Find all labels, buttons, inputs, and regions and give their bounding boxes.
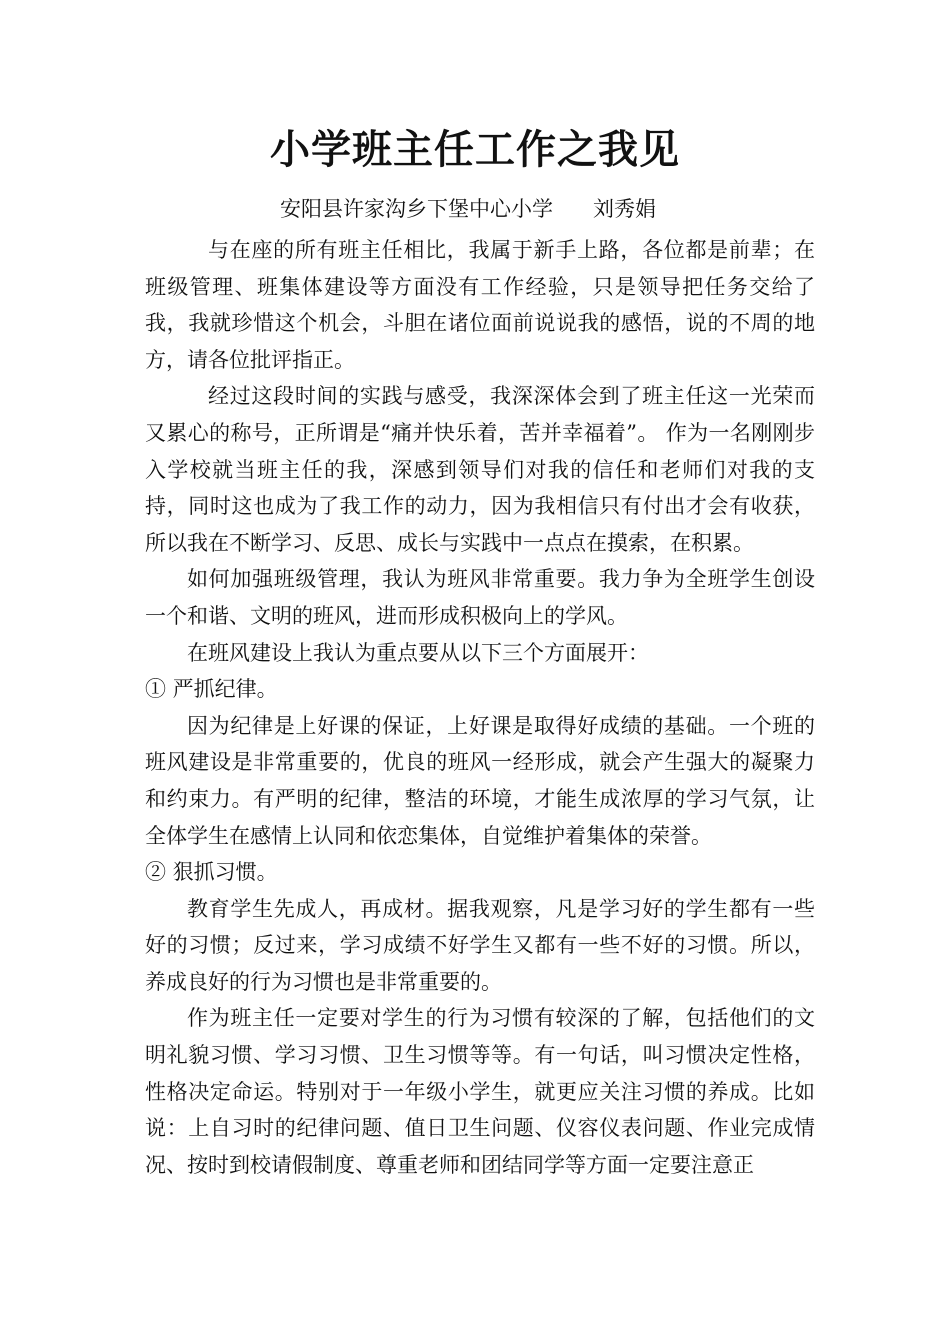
section-heading-discipline: ① 严抓纪律。 — [145, 677, 278, 702]
paragraph-teacher-role: 作为班主任一定要对学生的行为习惯有较深的了解，包括他们的文明礼貌习惯、学习习惯、卫生习惯等等。有一句话，叫习惯决定性格，性格决定命运。特别对于一年级小学生，就更应关注习惯的养成。比如说：上自习时的纪律问题、值日卫生问题、仪容仪表问题、作业完成情况、按时到校请假制度、尊重老师和团结同学等方面一定要注意正 — [145, 1006, 815, 1177]
paragraph-habits: 教育学生先成人，再成材。据我观察，凡是学习好的学生都有一些好的习惯；反过来，学习成绩不好学生又都有一些不好的习惯。所以，养成良好的行为习惯也是非常重要的。 — [145, 896, 815, 994]
paragraph-experience: 经过这段时间的实践与感受，我深深体会到了班主任这一光荣而又累心的称号，正所谓是“痛并快乐着，苦并幸福着”。 作为一名刚刚步入学校就当班主任的我，深感到领导们对我的信任和老师们对我的支持，同时这也成为了我工作的动力，因为我相信只有付出才会有收获，所以我在不断学习、反思、成长与实践中一点点在摸索，在积累。 — [145, 384, 815, 555]
paragraph-intro: 与在座的所有班主任相比，我属于新手上路，各位都是前辈；在班级管理、班集体建设等方面没有工作经验，只是领导把任务交给了我，我就珍惜这个机会，斗胆在诸位面前说说我的感悟，说的不周的地方，请各位批评指正。 — [145, 238, 815, 372]
author-line: 安阳县许家沟乡下堡中心小学 刘秀娟 — [280, 197, 657, 221]
paragraph-discipline: 因为纪律是上好课的保证，上好课是取得好成绩的基础。一个班的班风建设是非常重要的，优良的班风一经形成，就会产生强大的凝聚力和约束力。有严明的纪律，整洁的环境，才能生成浓厚的学习气氛，让全体学生在感情上认同和依恋集体，自觉维护着集体的荣誉。 — [145, 713, 815, 848]
document-body — [145, 232, 815, 1183]
document-title: 小学班主任工作之我见 — [270, 126, 680, 173]
paragraph-three-aspects: 在班风建设上我认为重点要从以下三个方面展开： — [187, 640, 649, 665]
paragraph-class-style: 如何加强班级管理，我认为班风非常重要。我力争为全班学生创设一个和谐、文明的班风，进而形成积极向上的学风。 — [145, 567, 815, 628]
section-heading-habits: ② 狠抓习惯。 — [145, 860, 278, 885]
